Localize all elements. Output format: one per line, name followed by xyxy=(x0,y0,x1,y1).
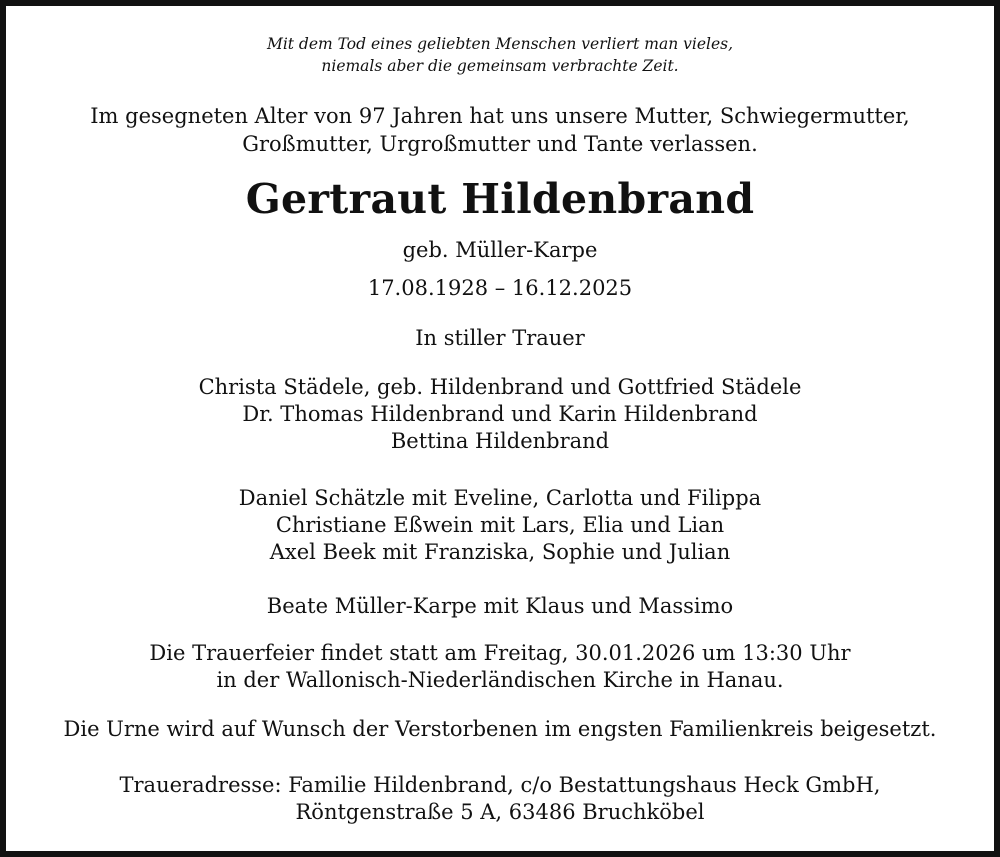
children-line-2: Dr. Thomas Hildenbrand und Karin Hildenbrand xyxy=(242,402,758,426)
life-dates: 17.08.1928 – 16.12.2025 xyxy=(367,276,633,300)
grandchildren-line-3: Axel Beek mit Franziska, Sophie und Julian xyxy=(269,540,731,564)
intro-line-2: Großmutter, Urgroßmutter und Tante verlassen. xyxy=(242,132,758,156)
address-line-2: Röntgenstraße 5 A, 63486 Bruchköbel xyxy=(295,800,705,824)
children-line-1: Christa Städele, geb. Hildenbrand und Gottfried Städele xyxy=(198,375,802,399)
motto-line-1: Mit dem Tod eines geliebten Menschen verliert man vieles, xyxy=(266,35,734,53)
service-line-1: Die Trauerfeier findet statt am Freitag, 30.01.2026 um 13:30 Uhr xyxy=(149,641,851,665)
service-line-2: in der Wallonisch-Niederländischen Kirche in Hanau. xyxy=(216,668,784,692)
birth-name: geb. Müller-Karpe xyxy=(402,238,598,262)
grandchildren-line-2: Christiane Eßwein mit Lars, Elia und Lian xyxy=(275,513,725,537)
burial-line: Die Urne wird auf Wunsch der Verstorbenen im engsten Familienkreis beigesetzt. xyxy=(63,717,937,741)
grandchildren-line-1: Daniel Schätzle mit Eveline, Carlotta und Filippa xyxy=(238,486,762,510)
children-line-3: Bettina Hildenbrand xyxy=(390,429,610,453)
mourning-line: In stiller Trauer xyxy=(415,326,585,350)
intro-line-1: Im gesegneten Alter von 97 Jahren hat uns unsere Mutter, Schwiegermutter, xyxy=(90,104,910,128)
motto-line-2: niemals aber die gemeinsam verbrachte Zeit. xyxy=(321,57,679,75)
relatives-line: Beate Müller-Karpe mit Klaus und Massimo xyxy=(266,594,734,618)
deceased-name: Gertraut Hildenbrand xyxy=(245,175,755,223)
address-line-1: Traueradresse: Familie Hildenbrand, c/o Bestattungshaus Heck GmbH, xyxy=(119,773,881,797)
